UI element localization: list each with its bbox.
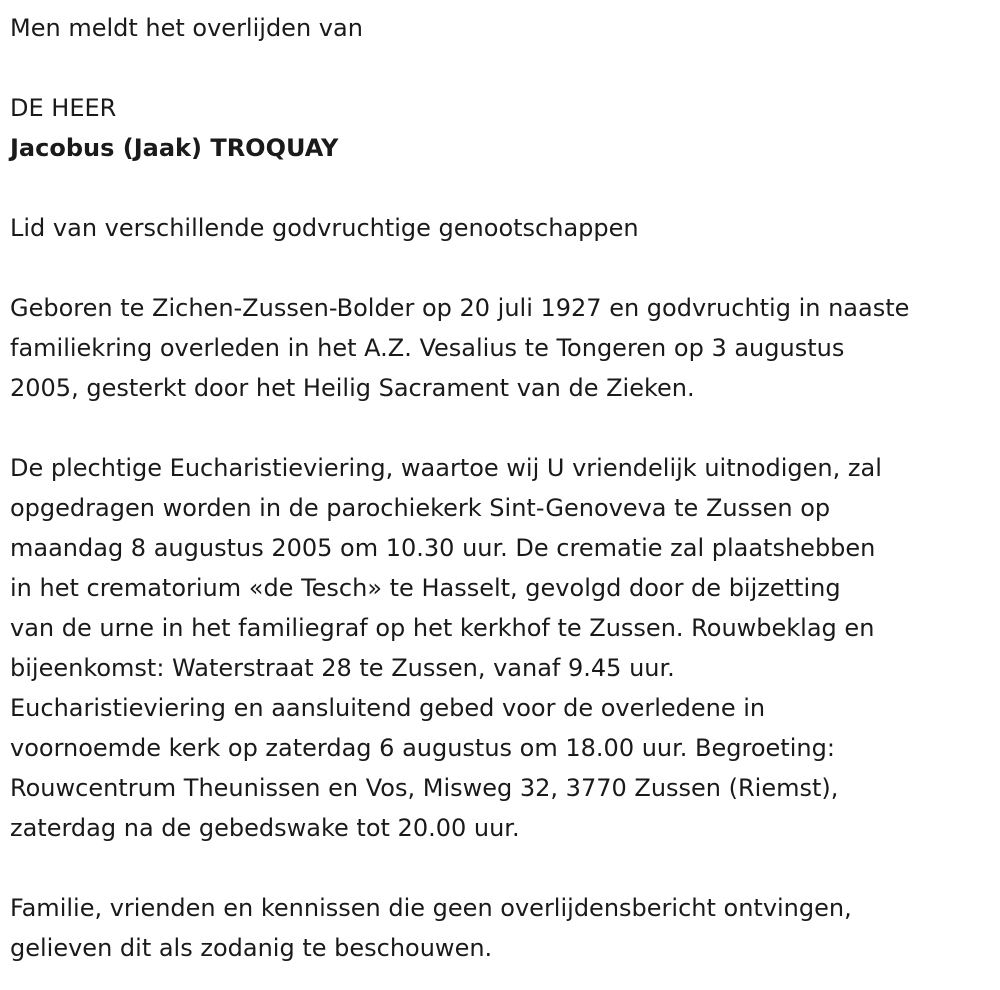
paragraph-line: bijeenkomst: Waterstraat 28 te Zussen, vanaf 9.45 uur. — [10, 654, 675, 682]
paragraph-line: gelieven dit als zodanig te beschouwen. — [10, 934, 493, 962]
paragraph-line: in het crematorium «de Tesch» te Hasselt, gevolgd door de bijzetting — [10, 574, 841, 602]
honorific: DE HEER — [10, 94, 117, 122]
paragraph-line: De plechtige Eucharistieviering, waartoe wij U vriendelijk uitnodigen, zal — [10, 454, 882, 482]
spacer — [10, 848, 990, 888]
paragraph-line: opgedragen worden in de parochiekerk Sint-Genoveva te Zussen op — [10, 494, 831, 522]
spacer — [10, 408, 990, 448]
paragraph-line: voornoemde kerk op zaterdag 6 augustus om 18.00 uur. Begroeting: — [10, 734, 835, 762]
closing-paragraph — [10, 888, 990, 968]
birth-death-paragraph — [10, 288, 990, 408]
deceased-name: Jacobus (Jaak) TROQUAY — [10, 134, 339, 162]
spacer — [10, 248, 990, 288]
paragraph-line: van de urne in het familiegraf op het kerkhof te Zussen. Rouwbeklag en — [10, 614, 875, 642]
paragraph-line: zaterdag na de gebedswake tot 20.00 uur. — [10, 814, 520, 842]
paragraph-line: maandag 8 augustus 2005 om 10.30 uur. De crematie zal plaatshebben — [10, 534, 876, 562]
intro-text: Men meldt het overlijden van — [10, 14, 363, 42]
paragraph-line: Eucharistieviering en aansluitend gebed voor de overledene in — [10, 694, 766, 722]
paragraph-line: Familie, vrienden en kennissen die geen overlijdensbericht ontvingen, — [10, 894, 852, 922]
ceremony-paragraph — [10, 448, 990, 848]
paragraph-line: Rouwcentrum Theunissen en Vos, Misweg 32, 3770 Zussen (Riemst), — [10, 774, 839, 802]
paragraph-line: Geboren te Zichen-Zussen-Bolder op 20 juli 1927 en godvruchtig in naaste — [10, 294, 910, 322]
spacer — [10, 48, 990, 88]
membership-text: Lid van verschillende godvruchtige genootschappen — [10, 214, 639, 242]
paragraph-line: 2005, gesterkt door het Heilig Sacrament van de Zieken. — [10, 374, 695, 402]
paragraph-line: familiekring overleden in het A.Z. Vesalius te Tongeren op 3 augustus — [10, 334, 845, 362]
spacer — [10, 168, 990, 208]
